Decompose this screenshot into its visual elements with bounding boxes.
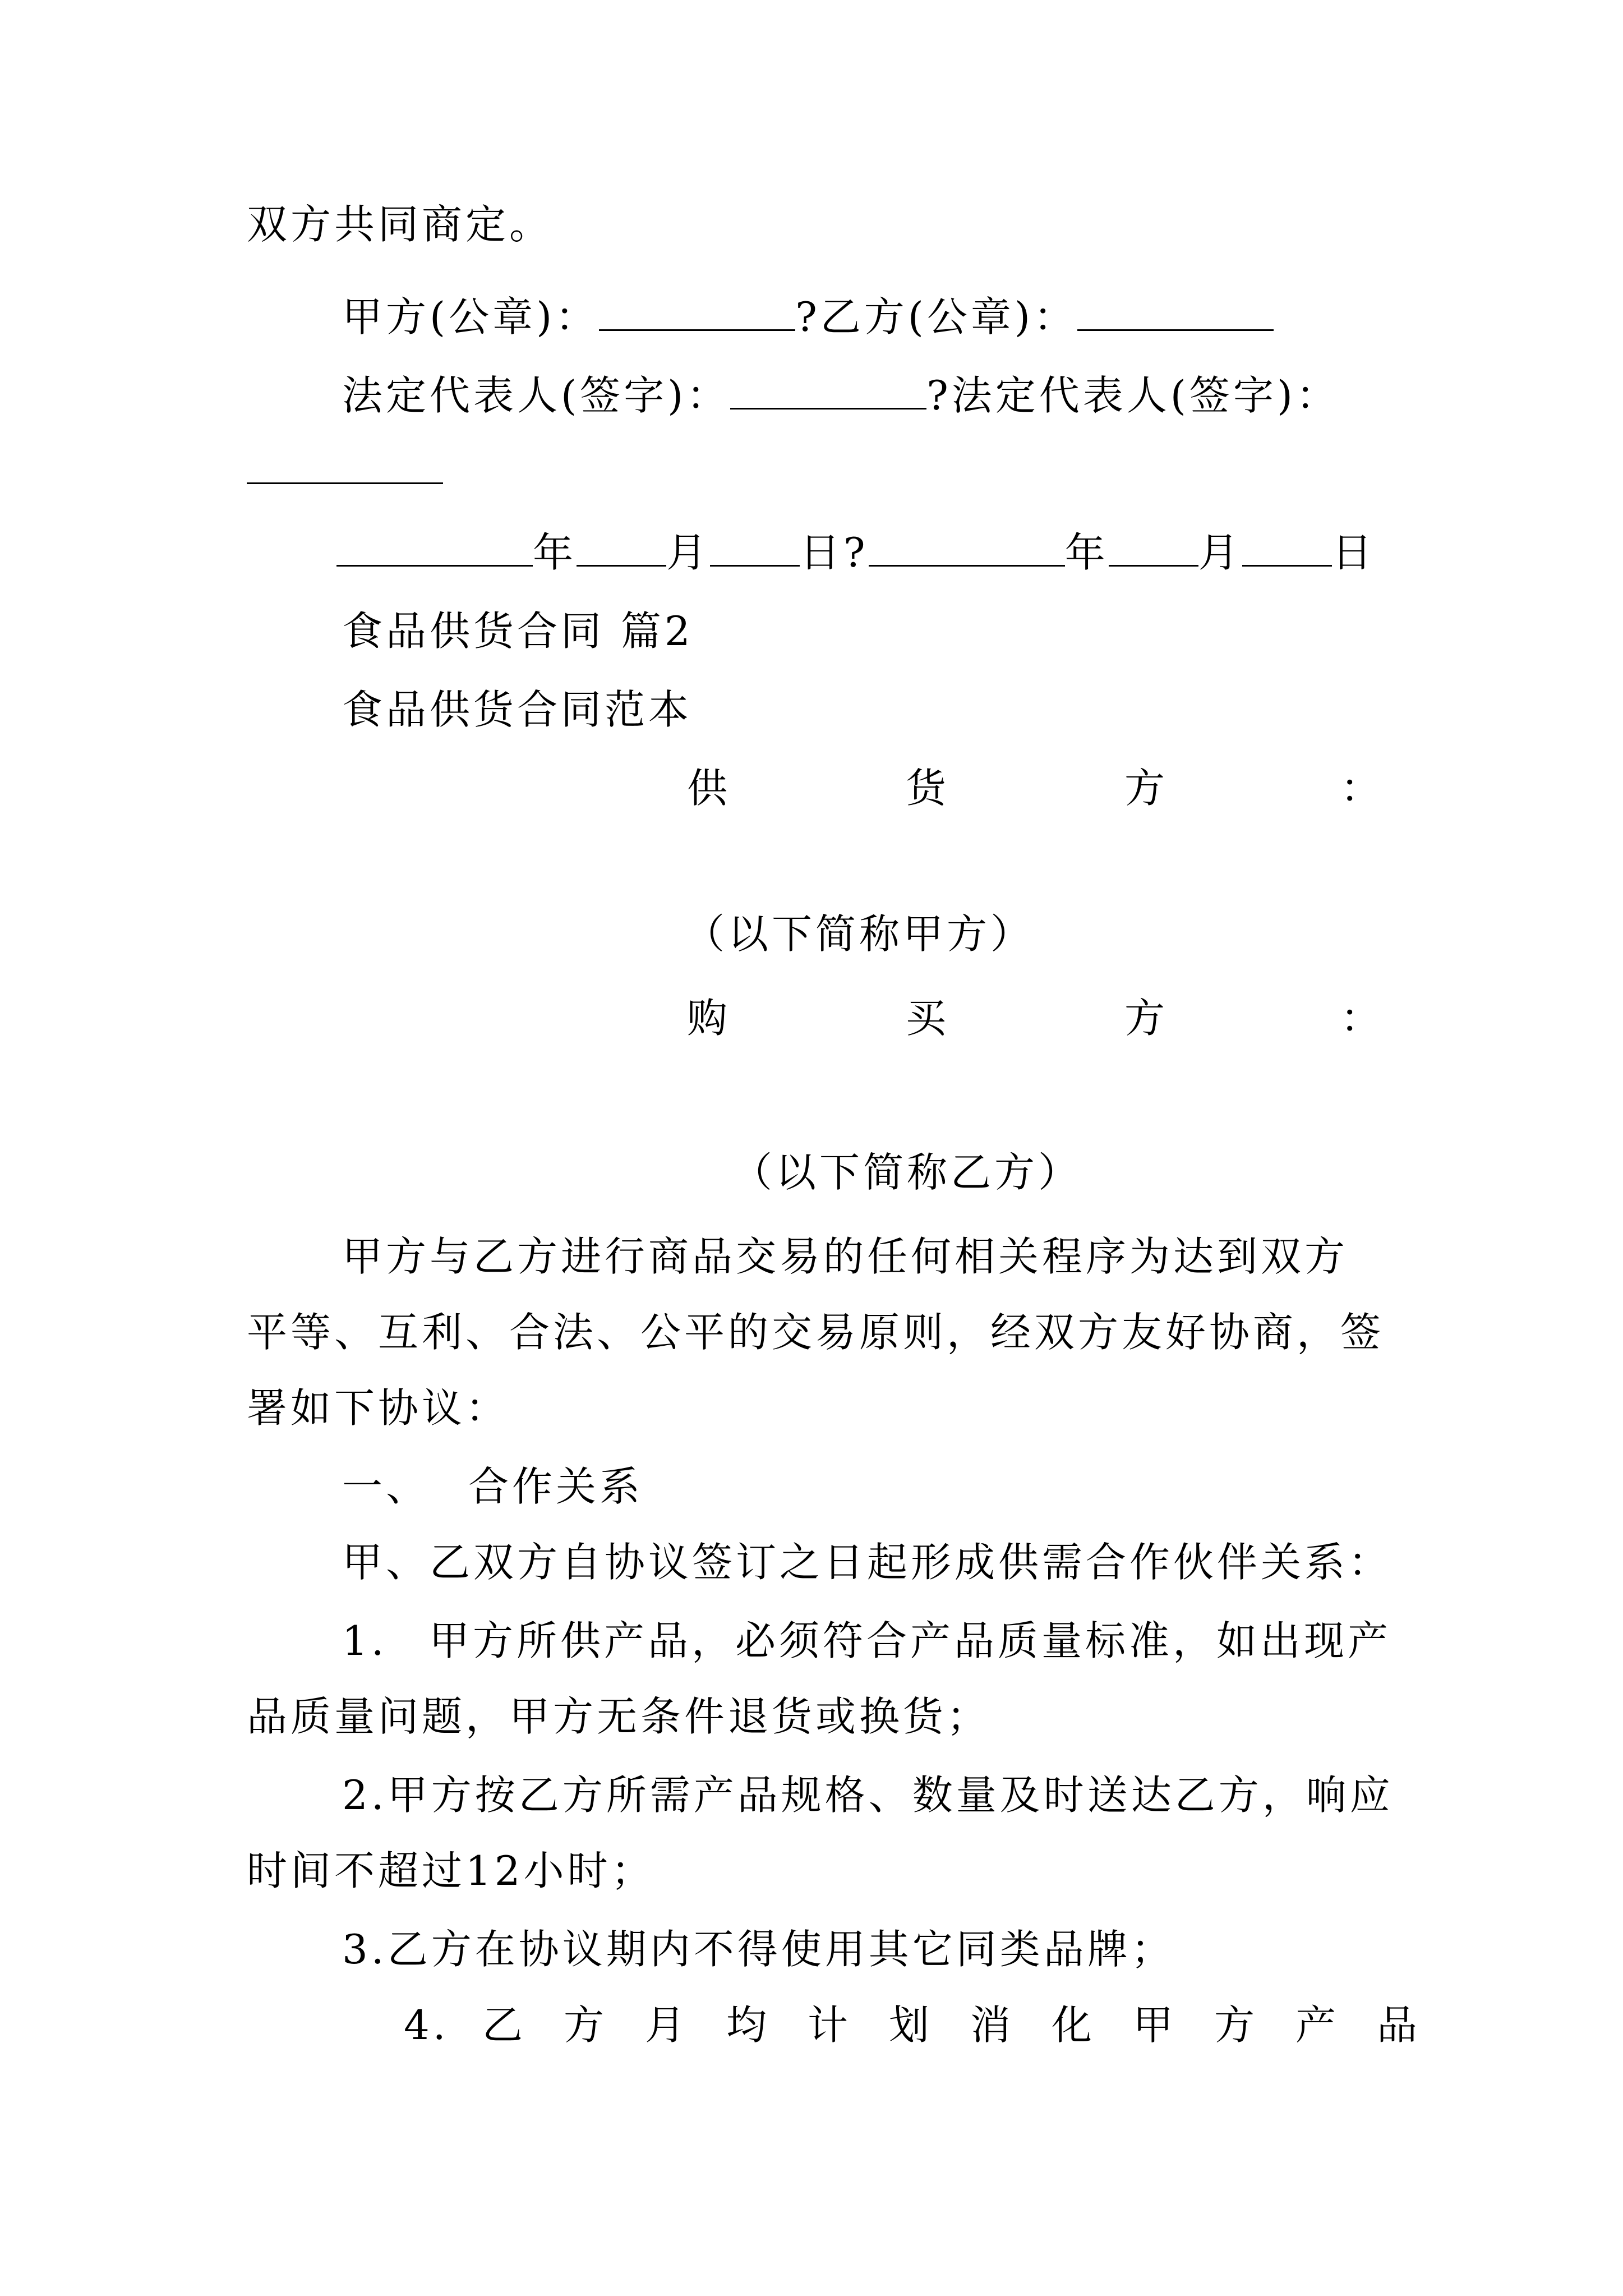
month-label: 月: [1198, 529, 1242, 576]
party-a-stamp-blank: [599, 291, 795, 331]
section-title: 食品供货合同 篇2: [342, 608, 694, 655]
supplier-char: 货: [906, 765, 950, 812]
day-separator: 日?: [800, 529, 869, 576]
item-char: 月: [645, 2001, 689, 2049]
supplier-line: [0, 757, 1623, 819]
party-b-rep-blank: [247, 443, 443, 484]
year-label: 年: [533, 529, 577, 576]
supplier-char: 方: [1124, 765, 1169, 812]
item-text: 甲方所供产品，必须符合产品质量标准，如出现产: [429, 1617, 1392, 1664]
text-line: [0, 1142, 1623, 1203]
party-b-stamp-label: ?乙方(公章)：: [795, 293, 1077, 341]
contract-subtitle: 食品供货合同范本: [342, 686, 693, 733]
date-line: [0, 522, 1623, 583]
item-text: 3.乙方在协议期内不得使用其它同类品牌；: [342, 1926, 1175, 1973]
list-item-line-spread: [0, 1994, 1623, 2056]
buyer-char: 买: [906, 995, 950, 1042]
text-line: [0, 1377, 1623, 1439]
paragraph-line: 平等、互利、合法、公平的交易原则，经双方友好协商，签: [247, 1309, 1385, 1356]
list-item-line: [0, 1918, 1623, 1980]
text-line: [0, 194, 1623, 255]
item-char: 品: [1377, 2001, 1421, 2049]
blank-line: [0, 443, 1623, 505]
paragraph-end: 双方共同商定。: [247, 201, 554, 248]
day-b-blank: [1242, 527, 1332, 567]
party-b-stamp-blank: [1077, 291, 1274, 331]
item-char: 计: [808, 2001, 852, 2049]
item-char: 消: [970, 2001, 1015, 2049]
text-line: [0, 1840, 1623, 1902]
stamp-row: [342, 286, 1274, 348]
party-a-rep-label: 法定代表人(签字)：: [342, 372, 731, 419]
item-text: 品质量问题，甲方无条件退货或换货；: [247, 1693, 991, 1740]
text-line: [0, 600, 1623, 662]
buyer-alias: （以下简称乙方）: [732, 1149, 1082, 1196]
day-label: 日: [1331, 529, 1376, 576]
item-char: 方: [564, 2001, 608, 2049]
heading-line: [0, 1456, 1623, 1517]
paragraph-line: 甲、乙双方自协议签订之日起形成供需合作伙伴关系：: [342, 1539, 1393, 1586]
item-number: 1.: [342, 1617, 388, 1664]
year-label: 年: [1064, 529, 1109, 576]
text-line: [0, 1686, 1623, 1747]
heading-number: 一、: [342, 1463, 430, 1510]
supplier-alias: （以下简称甲方）: [684, 910, 1035, 958]
signature-line-stamps: [0, 286, 1623, 348]
text-line: [0, 1226, 1623, 1287]
buyer-line: [0, 987, 1623, 1049]
year-a-blank: [336, 527, 533, 567]
text-line: [0, 679, 1623, 740]
month-a-blank: [577, 527, 666, 567]
heading-text: 合作关系: [468, 1463, 644, 1510]
paragraph-line: 署如下协议：: [247, 1384, 510, 1432]
representative-row: [342, 365, 1340, 426]
month-label: 月: [666, 529, 711, 576]
item-char: 乙: [482, 2001, 527, 2049]
date-row: [336, 522, 1376, 583]
month-b-blank: [1109, 527, 1198, 567]
text-line: [0, 1301, 1623, 1363]
year-b-blank: [869, 527, 1065, 567]
text-line: [0, 1531, 1623, 1593]
item-char: 方: [1214, 2001, 1258, 2049]
buyer-char: 方: [1124, 995, 1169, 1042]
signature-line-representatives: [0, 365, 1623, 426]
item-text: 2.甲方按乙方所需产品规格、数量及时送达乙方，响应: [342, 1772, 1394, 1819]
item-char: 甲: [1133, 2001, 1177, 2049]
item-char: 化: [1052, 2001, 1096, 2049]
buyer-char: 购: [687, 995, 731, 1042]
party-b-rep-label: ?法定代表人(签字)：: [926, 372, 1340, 419]
list-item-line: [0, 1610, 1623, 1672]
supplier-char: 供: [687, 765, 731, 812]
item-number: 4.: [404, 2001, 449, 2049]
party-a-rep-blank: [730, 370, 926, 409]
item-char: 划: [889, 2001, 933, 2049]
day-a-blank: [710, 527, 800, 567]
item-text: 时间不超过12小时；: [247, 1847, 655, 1894]
item-char: 均: [726, 2001, 771, 2049]
buyer-colon: ：: [1340, 995, 1385, 1042]
item-char: 产: [1295, 2001, 1340, 2049]
party-a-stamp-label: 甲方(公章)：: [342, 293, 600, 341]
text-line: [0, 903, 1623, 965]
paragraph-line: 甲方与乙方进行商品交易的任何相关程序为达到双方: [342, 1233, 1349, 1280]
list-item-line: [0, 1764, 1623, 1826]
supplier-colon: ：: [1340, 765, 1385, 812]
